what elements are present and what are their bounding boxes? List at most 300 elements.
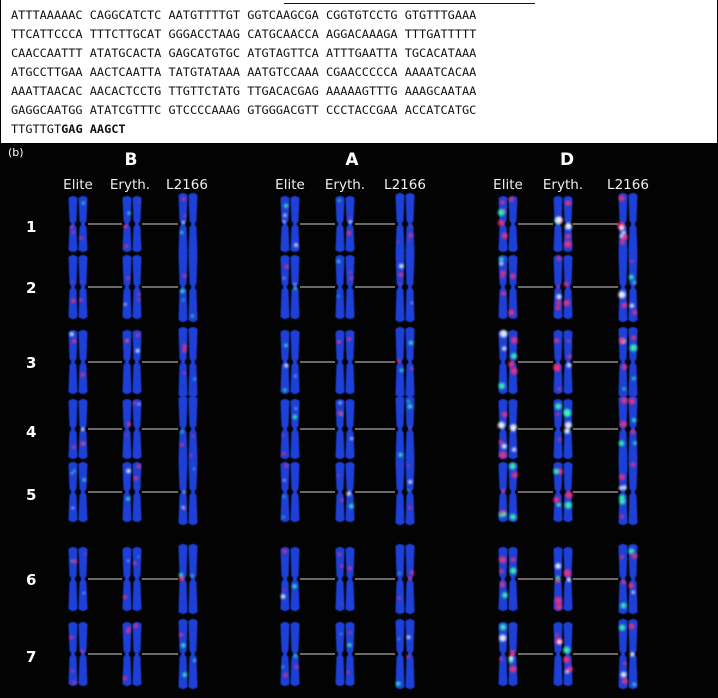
sequence-line-3: CAACCAATTT ATATGCACTA GAGCATGTGC ATGTAGTTCA ATTTGAATTA TGCACATAAA xyxy=(11,46,477,60)
chromosome-a1-l2166-chromatid-right xyxy=(406,193,415,255)
chromosome-a1-elite-signal xyxy=(294,243,298,247)
chromosome-d5-l2166 xyxy=(619,459,638,525)
column-label-a-l2166: L2166 xyxy=(384,177,426,193)
chromosome-d6-elite-signal xyxy=(499,569,503,573)
chromosome-d4-elite-signal xyxy=(502,444,507,449)
chromosome-a5-elite-signal xyxy=(282,516,284,518)
chromosome-b6-l2166 xyxy=(179,544,198,614)
chromosome-a1-elite-signal xyxy=(284,204,288,208)
chromosome-d2-elite-signal xyxy=(510,274,515,279)
chromosome-d3-l2166-signal xyxy=(619,338,625,344)
chromosome-b6-elite xyxy=(69,547,88,611)
chromosome-d2-elite-signal xyxy=(509,310,515,316)
chromosome-b4-elite-chromatid-left xyxy=(69,399,78,459)
chromosome-b1-eryth xyxy=(123,196,142,252)
chromosome-a6-elite-signal xyxy=(283,589,285,591)
chromosome-b1-elite xyxy=(69,196,88,252)
chromosome-a6-elite xyxy=(281,547,300,611)
chromosome-d3-elite-signal xyxy=(511,337,518,344)
chromosome-b2-l2166 xyxy=(179,252,198,322)
chromosome-a3-elite xyxy=(281,330,300,394)
column-label-d-elite: Elite xyxy=(493,177,523,193)
chromosome-b2-eryth-signal xyxy=(124,303,127,306)
chromosome-a5-elite-chromatid-left xyxy=(281,462,290,522)
chromosome-d3-eryth-signal xyxy=(567,363,572,368)
chromosome-a5-eryth-signal xyxy=(347,491,351,495)
chromosome-a2-l2166-signal xyxy=(399,283,401,285)
chromosome-d2-l2166-signal xyxy=(629,275,634,280)
chromosome-d7-l2166 xyxy=(619,619,638,689)
chromosome-d7-elite-signal xyxy=(500,624,506,630)
chromosome-b4-l2166 xyxy=(179,396,198,462)
chromosome-a6-eryth-signal xyxy=(338,553,341,556)
chromosome-a5-elite-signal xyxy=(283,479,285,481)
chromosome-a2-eryth-signal xyxy=(337,295,339,297)
chromosome-b5-eryth-chromatid-right xyxy=(133,462,142,522)
chromosome-b7-elite-chromatid-right xyxy=(79,622,88,686)
column-label-d-l2166: L2166 xyxy=(607,177,649,193)
chromosome-b6-eryth-chromatid-right xyxy=(133,547,142,611)
chromosome-b5-l2166-signal xyxy=(182,506,185,509)
chromosome-b7-l2166-chromatid-left xyxy=(179,619,188,689)
chromosome-a4-eryth-signal xyxy=(339,401,342,404)
chromosome-d1-l2166-signal xyxy=(620,240,625,245)
chromosome-d6-elite-signal xyxy=(502,592,508,598)
chromosome-d7-eryth xyxy=(554,622,573,686)
chromosome-a7-eryth-signal xyxy=(348,643,352,647)
sequence-line-7 xyxy=(11,120,126,139)
column-label-a-eryth: Eryth. xyxy=(324,177,366,193)
chromosome-a4-elite-signal xyxy=(282,452,285,455)
chromosome-d5-l2166-signal xyxy=(619,486,623,490)
chromosome-a3-l2166-signal xyxy=(397,359,401,363)
chromosome-a5-l2166-signal xyxy=(408,506,411,509)
chromosome-b4-elite-signal xyxy=(72,445,75,448)
chromosome-d4-elite xyxy=(498,399,518,459)
chromosome-d4-elite-signal xyxy=(498,422,505,429)
chromosome-d5-eryth-signal xyxy=(553,468,559,474)
chromosome-b1-elite-signal xyxy=(82,202,85,205)
chromosome-b5-eryth xyxy=(123,462,142,522)
chromosome-a5-elite xyxy=(281,462,300,522)
chromosome-d6-elite-signal xyxy=(499,556,506,563)
chromosome-a1-l2166-signal xyxy=(409,233,413,237)
chromosome-b3-eryth-signal xyxy=(136,349,140,353)
chromosome-d3-elite-signal xyxy=(499,383,506,390)
chromosome-b5-l2166 xyxy=(179,459,198,525)
chromosome-b4-eryth-chromatid-right xyxy=(133,399,142,459)
chromosome-b4-l2166-signal xyxy=(181,430,184,433)
chromosome-a7-elite xyxy=(281,622,300,686)
chromosome-d3-eryth-signal xyxy=(568,355,572,359)
chromosome-d1-l2166-chromatid-right xyxy=(629,193,638,255)
chromosome-d1-eryth-signal xyxy=(556,217,562,223)
chromosome-a1-eryth-chromatid-right xyxy=(346,196,355,252)
chromosome-d6-elite xyxy=(499,547,518,611)
chromosome-d5-l2166-chromatid-right xyxy=(629,459,638,525)
chromosome-b1-l2166-signal xyxy=(182,197,186,201)
chromosome-a2-elite xyxy=(281,255,300,319)
sequence-panel xyxy=(0,0,718,144)
chromosome-d1-eryth-signal xyxy=(565,223,572,230)
chromosome-d4-eryth-signal xyxy=(558,438,561,441)
chromosome-a5-eryth-chromatid-left xyxy=(336,462,345,522)
chromosome-d4-l2166-signal xyxy=(621,397,627,403)
chromosome-a3-l2166-chromatid-left xyxy=(396,327,405,397)
chromosome-a7-elite-chromatid-right xyxy=(291,622,300,686)
chromosome-d1-l2166 xyxy=(617,193,637,255)
chromosome-d4-l2166-chromatid-left xyxy=(619,396,628,462)
chromosome-b2-elite-signal xyxy=(81,280,83,282)
chromosome-d4-eryth-signal xyxy=(564,410,570,416)
chromosome-d1-elite-signal xyxy=(501,201,504,204)
chromosome-b2-eryth-chromatid-right xyxy=(133,255,142,319)
chromosome-label-3: 3 xyxy=(26,354,37,372)
chromosome-d3-elite-signal xyxy=(500,330,507,337)
chromosome-d3-l2166 xyxy=(619,327,638,397)
sequence-overline xyxy=(284,3,535,4)
chromosome-a6-l2166-signal xyxy=(410,571,414,575)
chromosome-d1-eryth xyxy=(554,196,573,252)
chromosome-d1-eryth-signal xyxy=(565,200,571,206)
chromosome-b6-eryth-chromatid-left xyxy=(123,547,132,611)
chromosome-d3-l2166-signal xyxy=(632,377,635,380)
chromosome-b5-l2166-chromatid-left xyxy=(179,459,188,525)
chromosome-d1-l2166-signal xyxy=(619,195,625,201)
chromosome-d6-eryth-signal xyxy=(567,578,571,582)
chromosome-d3-elite-signal xyxy=(508,361,514,367)
chromosome-b6-eryth xyxy=(123,547,142,611)
genome-label-a: A xyxy=(345,150,359,170)
chromosome-a4-l2166-chromatid-left xyxy=(396,396,405,462)
chromosome-b2-l2166-signal xyxy=(182,299,184,301)
chromosome-a4-eryth-chromatid-right xyxy=(346,399,355,459)
sequence-line-4: ATGCCTTGAA AACTCAATTA TATGTATAAA AATGTCCAAA CGAACCCCCA AAAATCACAA xyxy=(11,65,477,79)
chromosome-d7-eryth-signal xyxy=(557,640,562,645)
chromosome-d4-elite-signal xyxy=(510,424,517,431)
chromosome-b7-eryth-signal xyxy=(127,626,130,629)
genome-label-d: D xyxy=(559,150,575,170)
chromosome-b2-eryth-signal xyxy=(126,277,129,280)
chromosome-d3-eryth xyxy=(553,330,572,394)
chromosome-b4-eryth-signal xyxy=(133,402,136,405)
chromosome-a1-elite-signal xyxy=(283,220,286,223)
genome-label-b: B xyxy=(124,150,138,170)
chromosome-d4-l2166-signal xyxy=(620,421,627,428)
chromosome-a5-eryth-signal xyxy=(349,504,354,509)
chromosome-d4-l2166-signal xyxy=(632,418,636,422)
chromosome-d7-elite-chromatid-left xyxy=(499,622,508,686)
chromosome-d5-eryth xyxy=(553,462,572,522)
chromosome-a7-elite-signal xyxy=(294,654,297,657)
chromosome-a6-eryth-chromatid-right xyxy=(346,547,355,611)
chromosome-b1-eryth-signal xyxy=(124,224,128,228)
chromosome-a3-elite-signal xyxy=(284,344,287,347)
chromosome-a2-elite-signal xyxy=(294,287,297,290)
chromosome-a5-l2166 xyxy=(396,459,415,525)
chromosome-a6-eryth-signal xyxy=(340,564,343,567)
chromosome-a6-elite-chromatid-left xyxy=(281,547,290,611)
chromosome-a3-eryth-signal xyxy=(348,337,351,340)
chromosome-d6-l2166 xyxy=(619,544,638,614)
chromosome-d2-elite-chromatid-right xyxy=(509,255,518,319)
chromosome-a6-eryth-signal xyxy=(348,566,352,570)
chromosome-a4-l2166-signal xyxy=(409,426,411,428)
chromosome-d2-l2166-signal xyxy=(632,310,637,315)
panel-label: (b) xyxy=(8,146,24,159)
chromosome-d6-l2166-signal xyxy=(628,583,633,588)
chromosome-d3-eryth-chromatid-right xyxy=(564,330,573,394)
chromosome-d6-elite-signal xyxy=(500,582,504,586)
chromosome-d5-elite-signal xyxy=(509,463,516,470)
chromosome-b1-l2166-chromatid-left xyxy=(179,193,188,255)
chromosome-d1-eryth-signal xyxy=(564,240,571,247)
chromosome-a1-eryth-signal xyxy=(338,199,341,202)
chromosome-d2-eryth-chromatid-right xyxy=(564,255,573,319)
chromosome-d5-elite-signal xyxy=(501,489,505,493)
chromosome-d5-eryth-signal xyxy=(553,497,559,503)
chromosome-d6-eryth-signal xyxy=(556,604,562,610)
chromosome-b7-l2166 xyxy=(179,619,198,689)
chromosome-a5-l2166-chromatid-right xyxy=(406,459,415,525)
chromosome-a4-eryth-chromatid-left xyxy=(336,399,345,459)
chromosome-a3-elite-signal xyxy=(283,388,286,391)
chromosome-b1-eryth-signal xyxy=(138,201,140,203)
chromosome-a3-eryth-chromatid-left xyxy=(336,330,345,394)
chromosome-b7-elite-signal xyxy=(71,669,74,672)
chromosome-d1-l2166-signal xyxy=(622,234,628,240)
sequence-line-7-bold: GAG AAGCT xyxy=(61,122,126,136)
chromosome-label-5: 5 xyxy=(26,486,37,504)
chromosome-b5-eryth-signal xyxy=(126,497,130,501)
chromosome-d5-l2166-signal xyxy=(620,515,624,519)
chromosome-d7-l2166-signal xyxy=(632,683,636,687)
chromosome-d2-elite-signal xyxy=(501,291,506,296)
chromosome-a4-l2166-signal xyxy=(398,453,402,457)
chromosome-a2-l2166-signal xyxy=(398,273,402,277)
chromosome-d4-l2166-signal xyxy=(633,441,636,444)
chromosome-b1-elite-signal xyxy=(70,225,73,228)
chromosome-a2-l2166-chromatid-right xyxy=(406,252,415,322)
chromosome-d3-eryth-signal xyxy=(554,338,559,343)
chromosome-b2-eryth-signal xyxy=(137,293,140,296)
chromosome-a6-l2166-signal xyxy=(398,597,401,600)
chromosome-b7-elite-chromatid-left xyxy=(69,622,78,686)
chromosome-b7-eryth xyxy=(123,622,142,686)
column-label-b-eryth: Eryth. xyxy=(109,177,151,193)
chromosome-b1-l2166 xyxy=(179,193,198,255)
chromosome-a7-eryth-chromatid-left xyxy=(336,622,345,686)
chromosome-b4-elite xyxy=(69,399,88,459)
chromosome-a1-l2166-signal xyxy=(408,239,410,241)
chromosome-d2-l2166-signal xyxy=(632,281,635,284)
chromosome-b6-elite-chromatid-right xyxy=(79,547,88,611)
sequence-line-5: AAATTAACAC AACACTCCTG TTGTTCTATG TTGACACGAG AAAAAGTTTG AAAGCAATAA xyxy=(11,84,477,98)
chromosome-a4-elite-signal xyxy=(282,434,285,437)
chromosome-d3-l2166-signal xyxy=(622,364,628,370)
chromosome-d1-elite-chromatid-right xyxy=(509,196,518,252)
chromosome-d1-l2166-signal xyxy=(619,225,624,230)
chromosome-d3-l2166-signal xyxy=(622,387,625,390)
chromosome-d5-eryth-signal xyxy=(565,502,572,509)
chromosome-d4-l2166-signal xyxy=(619,441,625,447)
chromosome-d7-eryth-signal xyxy=(555,633,558,636)
chromosome-d3-l2166-signal xyxy=(631,335,636,340)
chromosome-b3-l2166-signal xyxy=(193,378,196,381)
chromosome-a6-elite-signal xyxy=(292,584,296,588)
chromosome-a2-elite-chromatid-left xyxy=(281,255,290,319)
chromosome-a6-l2166-signal xyxy=(398,572,400,574)
chromosome-b4-eryth xyxy=(123,399,142,459)
chromosome-d6-elite-signal xyxy=(510,567,517,574)
chromosome-d7-elite-signal xyxy=(509,656,514,661)
chromosome-a5-eryth-signal xyxy=(337,474,339,476)
chromosome-d2-eryth-signal xyxy=(556,305,561,310)
chromosome-b6-l2166-chromatid-right xyxy=(189,544,198,614)
chromosome-d7-l2166-signal xyxy=(630,652,634,656)
chromosome-b3-eryth-chromatid-right xyxy=(133,330,142,394)
chromosome-d2-eryth-signal xyxy=(557,256,561,260)
chromosome-a2-eryth-signal xyxy=(337,260,340,263)
chromosome-a5-l2166-chromatid-left xyxy=(396,459,405,525)
chromosome-d6-l2166-signal xyxy=(632,553,638,559)
chromosome-a6-l2166-chromatid-left xyxy=(396,544,405,614)
chromosome-a7-l2166-signal xyxy=(407,636,411,640)
chromosome-d2-l2166 xyxy=(618,252,637,322)
chromosome-d6-elite-signal xyxy=(511,557,516,562)
chromosome-d6-eryth xyxy=(554,547,573,611)
chromosome-b4-l2166-chromatid-right xyxy=(189,396,198,462)
chromosome-b2-elite-signal xyxy=(72,281,74,283)
chromosome-b7-l2166-signal xyxy=(182,672,187,677)
chromosome-a4-elite-signal xyxy=(293,415,298,420)
chromosome-d2-eryth-signal xyxy=(556,294,561,299)
chromosome-d4-elite-chromatid-left xyxy=(499,399,508,459)
chromosome-b1-l2166-signal xyxy=(180,231,183,234)
chromosome-d6-l2166-signal xyxy=(620,555,624,559)
chromosome-d1-elite-signal xyxy=(509,197,514,202)
chromosome-d5-l2166-signal xyxy=(619,498,625,504)
chromosome-a1-elite xyxy=(281,196,300,252)
chromosome-a7-elite-signal xyxy=(295,665,298,668)
chromosome-d4-elite-signal xyxy=(502,412,508,418)
chromosome-b6-eryth-signal xyxy=(133,561,137,565)
chromosome-b2-elite xyxy=(69,255,88,319)
chromosome-d3-l2166-signal xyxy=(630,344,637,351)
sequence-line-6: GAGGCAATGG ATATCGTTTC GTCCCCAAAG GTGGGACGTT CCCTACCGAA ACCATCATGC xyxy=(11,103,477,117)
chromosome-a5-elite-chromatid-right xyxy=(291,462,300,522)
chromosome-d3-elite xyxy=(499,330,518,394)
chromosome-d3-eryth-signal xyxy=(567,340,570,343)
chromosome-b1-eryth-signal xyxy=(125,245,128,248)
chromosome-a6-l2166-signal xyxy=(408,577,412,581)
chromosome-b4-l2166-chromatid-left xyxy=(179,396,188,462)
chromosome-b1-elite-signal xyxy=(80,236,83,239)
column-label-b-elite: Elite xyxy=(63,177,93,193)
chromosome-a4-eryth-signal xyxy=(350,437,353,440)
chromosome-b3-eryth-signal xyxy=(136,333,140,337)
chromosome-b7-l2166-chromatid-right xyxy=(189,619,198,689)
chromosome-a6-elite-signal xyxy=(281,594,286,599)
chromosome-d2-eryth xyxy=(554,255,573,319)
chromosome-d5-eryth-signal xyxy=(557,503,561,507)
chromosome-d5-elite-signal xyxy=(502,512,507,517)
chromosome-d3-elite-signal xyxy=(511,353,517,359)
chromosome-b7-elite-signal xyxy=(81,649,84,652)
chromosome-b2-l2166-signal xyxy=(180,289,184,293)
column-label-d-eryth: Eryth. xyxy=(542,177,584,193)
chromosome-d2-elite-signal xyxy=(501,276,504,279)
chromosome-b4-elite-signal xyxy=(81,442,85,446)
chromosome-d3-l2166-chromatid-left xyxy=(619,327,628,397)
chromosome-d3-eryth-signal xyxy=(553,364,560,371)
chromosome-b7-eryth-chromatid-right xyxy=(133,622,142,686)
chromosome-b2-elite-chromatid-right xyxy=(79,255,88,319)
chromosome-d5-l2166-signal xyxy=(631,462,636,467)
chromosome-b3-elite-signal xyxy=(70,333,73,336)
chromosome-a7-eryth-signal xyxy=(349,631,352,634)
chromosome-b6-eryth-signal xyxy=(127,560,129,562)
chromosome-a4-l2166 xyxy=(396,396,415,462)
chromosome-b4-eryth-signal xyxy=(127,422,131,426)
chromosome-d7-l2166-signal xyxy=(621,672,627,678)
chromosome-a6-eryth xyxy=(336,547,355,611)
chromosome-a1-l2166-signal xyxy=(410,225,412,227)
chromosome-b2-eryth-signal xyxy=(138,298,141,301)
chromosome-a3-l2166-signal xyxy=(409,341,413,345)
chromosome-b5-elite xyxy=(69,462,88,522)
chromosome-a1-elite-signal xyxy=(283,214,286,217)
chromosome-a6-eryth-chromatid-left xyxy=(336,547,345,611)
chromosome-a4-l2166-signal xyxy=(408,404,412,408)
chromosome-d1-elite-signal xyxy=(498,220,504,226)
chromosome-d4-eryth-signal xyxy=(555,403,561,409)
chromosome-a6-eryth-signal xyxy=(341,602,343,604)
chromosome-d6-l2166-signal xyxy=(621,580,626,585)
chromosome-b3-elite-signal xyxy=(80,373,84,377)
chromosome-b4-eryth-chromatid-left xyxy=(123,399,132,459)
chromosome-d6-eryth-signal xyxy=(555,563,561,569)
chromosome-d4-elite-signal xyxy=(512,448,516,452)
chromosome-b1-elite-signal xyxy=(72,231,75,234)
chromosome-b6-elite-signal xyxy=(72,559,76,563)
chromosome-b2-eryth xyxy=(123,255,142,319)
chromosome-b3-l2166-signal xyxy=(183,371,186,374)
chromosome-d7-elite-signal xyxy=(500,657,503,660)
chromosome-d7-elite-signal xyxy=(510,650,516,656)
chromosome-a5-eryth-signal xyxy=(340,498,343,501)
chromosome-d5-elite-signal xyxy=(512,472,518,478)
chromosome-d3-elite-signal xyxy=(502,346,506,350)
chromosome-b7-elite-signal xyxy=(70,636,74,640)
chromosome-b7-l2166-signal xyxy=(193,659,196,662)
chromosome-d2-l2166-signal xyxy=(630,260,633,263)
chromosome-d1-elite xyxy=(498,196,518,252)
chromosome-d4-eryth-signal xyxy=(557,413,560,416)
chromosome-d4-elite-signal xyxy=(499,451,506,458)
chromosome-b5-eryth-signal xyxy=(126,469,131,474)
chromosome-a4-elite xyxy=(281,399,300,459)
chromosome-a3-l2166-signal xyxy=(400,369,403,372)
chromosome-a6-l2166 xyxy=(396,544,415,614)
chromosome-a1-eryth-signal xyxy=(347,231,351,235)
chromosome-a3-elite-chromatid-left xyxy=(281,330,290,394)
chromosome-b3-l2166 xyxy=(179,327,198,397)
chromosome-b5-elite-signal xyxy=(72,507,74,509)
chromosome-d2-eryth-signal xyxy=(557,285,560,288)
chromosome-a2-eryth-signal xyxy=(349,271,352,274)
chromosome-d2-elite-signal xyxy=(500,262,504,266)
